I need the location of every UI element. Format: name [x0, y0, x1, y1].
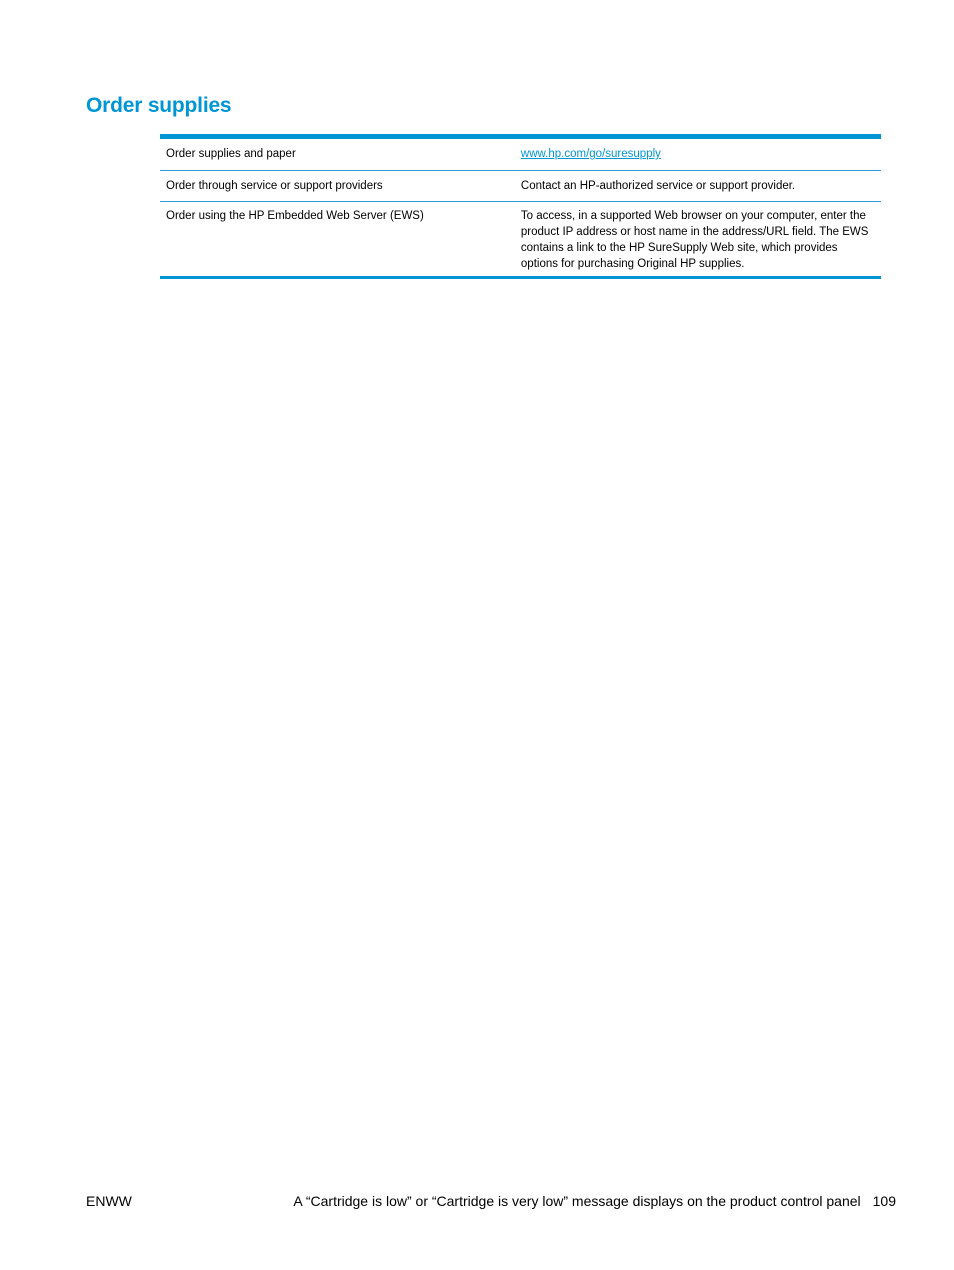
footer-title: A “Cartridge is low” or “Cartridge is very low” message displays on the product control panel — [293, 1193, 861, 1209]
order-supplies-table — [160, 134, 881, 279]
row-value: Contact an HP-authorized service or support provider. — [520, 180, 796, 192]
table-row — [160, 202, 881, 280]
footer-label: ENWW — [86, 1193, 132, 1209]
table-row — [160, 134, 881, 171]
row-label: Order supplies and paper — [166, 148, 296, 160]
row-value: To access, in a supported Web browser on your computer, enter the product IP address or host name in the address/URL field. The EWS contains a link to the HP SureSupply Web site, which provides options for purchasing Original HP supplies. — [520, 210, 869, 270]
footer-chapter — [293, 1192, 896, 1210]
row-label: Order through service or support providers — [166, 180, 383, 192]
table-bottom-rule — [160, 276, 881, 279]
row-value — [515, 134, 881, 171]
suresupply-link[interactable]: www.hp.com/go/suresupply — [520, 148, 661, 160]
page-title: Order supplies — [86, 94, 232, 117]
page-number: 109 — [872, 1193, 896, 1209]
table-row — [160, 171, 881, 202]
row-label: Order using the HP Embedded Web Server (EWS) — [166, 210, 424, 222]
